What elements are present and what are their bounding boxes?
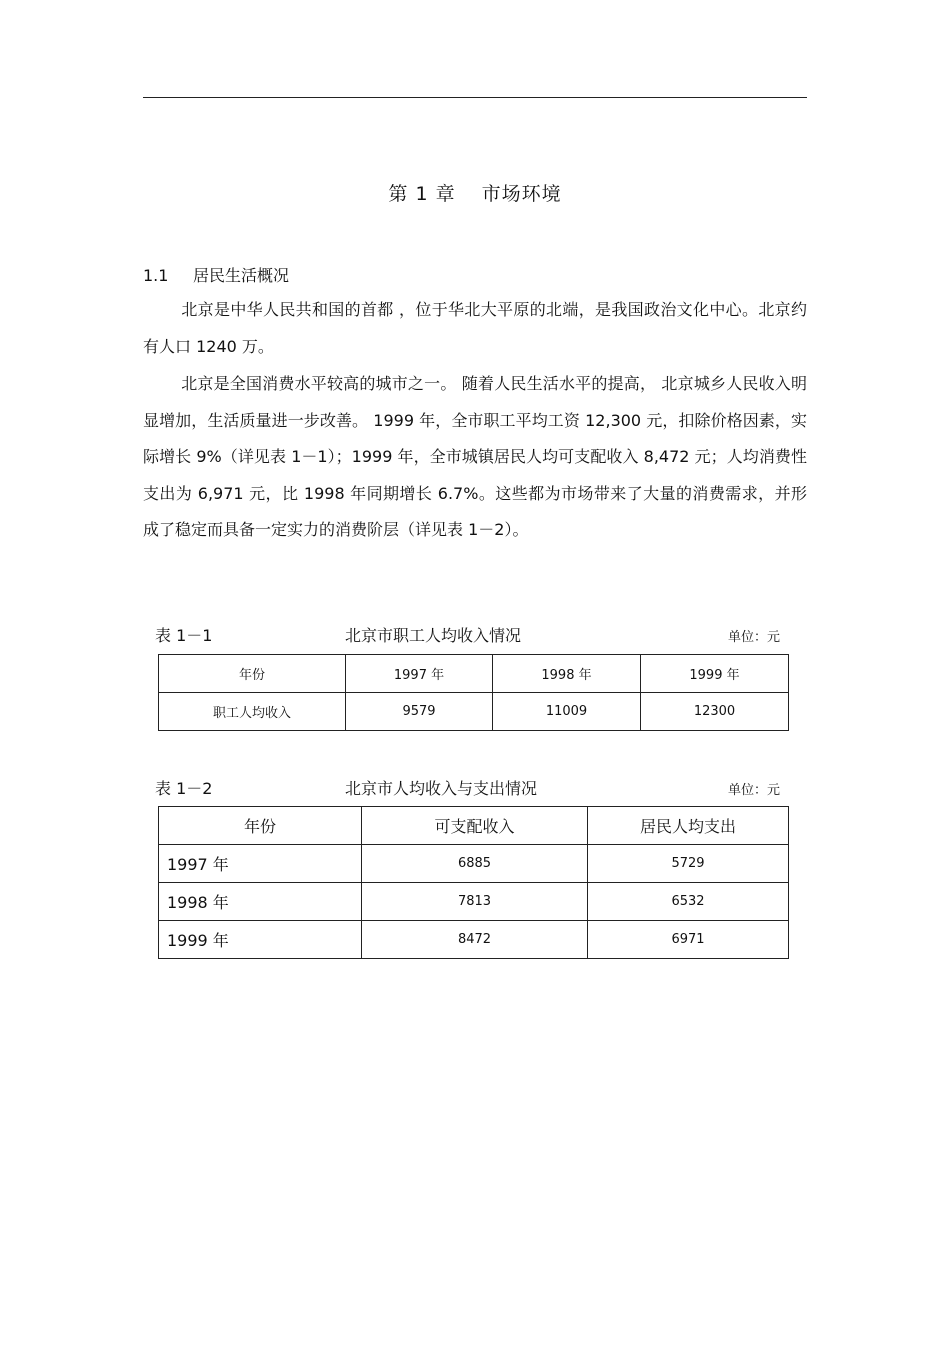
table-cell: 6885	[362, 845, 588, 883]
table-header-cell: 可支配收入	[362, 807, 588, 845]
table-cell: 6532	[588, 883, 789, 921]
table-row	[159, 845, 789, 883]
paragraph-2	[143, 366, 807, 549]
chapter-title	[0, 179, 950, 206]
table-cell: 8472	[362, 921, 588, 959]
table1-title: 北京市职工人均收入情况	[345, 626, 522, 645]
paragraph-1	[143, 292, 807, 365]
table-row	[159, 921, 789, 959]
table-cell: 12300	[641, 693, 789, 731]
table1-unit: 单位：元	[727, 630, 780, 645]
income-expense-table	[158, 806, 789, 959]
table-cell: 9579	[346, 693, 493, 731]
section-number: 1.1	[143, 266, 169, 285]
paragraph-2-text: 北京是全国消费水平较高的城市之一。 随着人民生活水平的提高， 北京城乡人民收入明显增加，生活质量进一步改善。 1999 年，全市职工平均工资 12,300 元，扣除价格因素，实际增长 9%（详见表 1－1）；1999 年，全市城镇居民人均可支配收入 8,472 元；人均消费性支出为 6,971 元，比 1998 年同期增长 6.7%。这些都为市场带来了大量的消费需求，并形成了稳定而具备一定实力的消费阶层（详见表 1－2）。	[143, 374, 807, 539]
table-header-row	[159, 655, 789, 693]
table-header-cell: 1997 年	[346, 655, 493, 693]
table2-caption	[155, 776, 780, 798]
chapter-number: 第 1 章	[388, 183, 456, 205]
table-row-label: 1998 年	[159, 883, 362, 921]
table-cell: 7813	[362, 883, 588, 921]
table-header-cell: 年份	[159, 807, 362, 845]
table-header-cell: 年份	[159, 655, 346, 693]
table-header-cell: 居民人均支出	[588, 807, 789, 845]
income-table	[158, 654, 789, 731]
table2-id: 表 1－2	[155, 779, 213, 798]
table-header-row	[159, 807, 789, 845]
paragraph-1-text: 北京是中华人民共和国的首都 ，位于华北大平原的北端，是我国政治文化中心。北京约有人口 1240 万。	[143, 300, 807, 356]
table-row-label: 职工人均收入	[159, 693, 346, 731]
table2-title: 北京市人均收入与支出情况	[345, 779, 538, 798]
section-heading	[143, 263, 289, 286]
table-row-label: 1999 年	[159, 921, 362, 959]
table-header-cell: 1998 年	[493, 655, 641, 693]
table-cell: 5729	[588, 845, 789, 883]
table2-unit: 单位：元	[727, 783, 780, 798]
table-row	[159, 883, 789, 921]
table-row-label: 1997 年	[159, 845, 362, 883]
table-header-cell: 1999 年	[641, 655, 789, 693]
table1-caption	[155, 623, 780, 645]
chapter-name: 市场环境	[481, 183, 562, 205]
table-cell: 6971	[588, 921, 789, 959]
table-row	[159, 693, 789, 731]
table1-id: 表 1－1	[155, 626, 213, 645]
section-title: 居民生活概况	[193, 266, 290, 285]
header-rule	[143, 97, 807, 98]
table-cell: 11009	[493, 693, 641, 731]
